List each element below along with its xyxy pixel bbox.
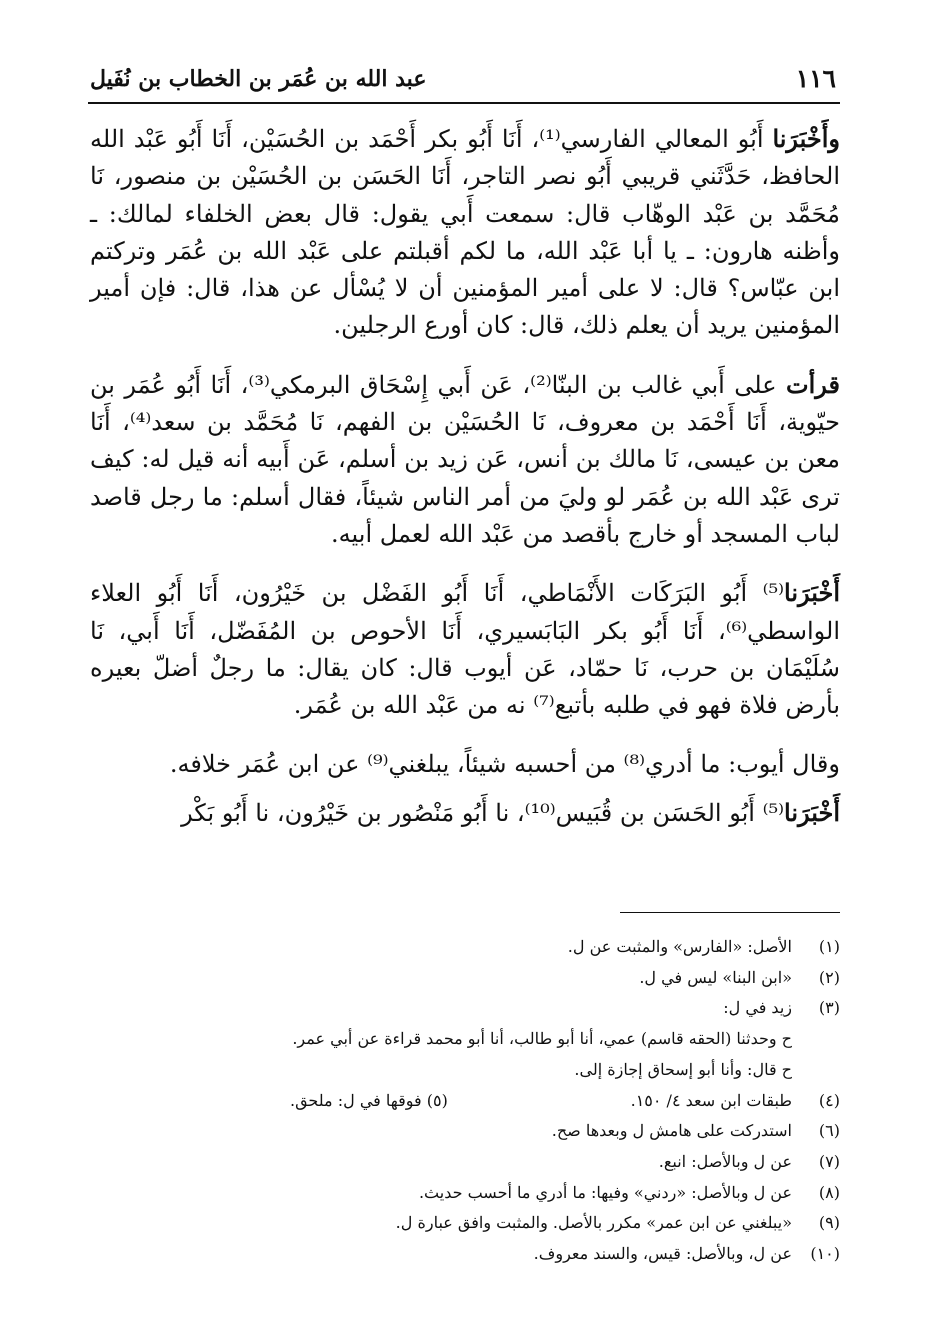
paragraph-lead: وأَخْبَرَنا [772,124,841,153]
paragraph [90,745,840,783]
footnote-text: عن ل وبالأصل: انبع. [658,1151,792,1171]
paragraph-text: وقال أيوب: ما أدري⁽⁸⁾ من أحسبه شيئاً، يبلغني⁽⁹⁾ عن ابن عُمَر خلافه. [169,750,840,779]
footnote [90,1147,840,1178]
footnote-text: عن ل، وبالأصل: قيس، والسند معروف. [533,1244,792,1264]
footnote [90,993,840,1024]
footnote-number: (٣) [818,998,840,1018]
footnote-text: استدركت على هامش ل وبعدها صح. [551,1121,792,1141]
paragraph-text: ⁽⁵⁾ أَبُو البَرَكَات الأَنْمَاطي، أَنَا أَبُو الفَضْل بن خَيْرُون، أَنَا أَبُو العلاء الواسطي⁽⁶⁾، أَنَا أَبُو بكر البَابَسيري، أَنَا الأحوص بن المُفَضّل، أَنَا أَبي، نَا سُلَيْمَان بن حرب، نَا حمّاد، عَن أيوب قال: كان يقال: ما رجلٌ أضلّ بعيره بأرض فلاة فهو في طلبه بأتبع⁽⁷⁾ نه من عَبْد الله بن عُمَر. [90,579,840,720]
paragraph [90,574,840,724]
footnotes [90,932,840,1270]
footnote-number: (١٠) [810,1244,840,1264]
paragraph [90,794,840,832]
footnote-text: طبقات ابن سعد ٤/ ١٥٠. [630,1090,792,1110]
footnote-number: (٩) [818,1213,840,1233]
paragraph-lead: أَخْبَرَنا [784,578,840,608]
footnote-text: ح وحدثنا (الحقه قاسم) عمي، أنا أبو طالب، أنا أبو محمد قراءة عن أبي عمر. [292,1029,792,1049]
footnote [90,1116,840,1147]
paragraph-lead: قرأت [786,369,840,399]
running-title: عبد الله بن عُمَر بن الخطاب بن نُفَيل [90,66,427,92]
running-header [88,62,840,104]
footnote [90,1178,840,1209]
footnote [90,1239,840,1270]
paragraph [90,120,840,345]
footnote-number: (٨) [818,1182,840,1202]
footnote-number: (٧) [818,1151,840,1171]
paragraph [90,366,840,553]
footnote-continuation [90,1024,840,1055]
footnote [90,963,840,994]
footnote-text: «يبلغني عن ابن عمر» مكرر بالأصل. والمثبت وافق عبارة ل. [395,1213,792,1233]
footnote-text: زيد في ل: [723,998,792,1018]
footnote-number: (٢) [818,967,840,987]
paragraph-text: على أَبي غالب بن البنّا⁽²⁾، عَن أَبي إِسْحَاق البرمكي⁽³⁾، أَنَا أَبُو عُمَر بن حيّوية، أَنَا أَحْمَد بن معروف، نَا الحُسَيْن بن الفهم، نَا مُحَمَّد بن سعد⁽⁴⁾، أَنَا معن بن عيسى، نَا مالك بن أنس، عَن زيد بن أسلم، عَن أَبيه أنه قيل له: كيف ترى عَبْد الله بن عُمَر لو وليَ من أمر الناس شيئاً، فقال أسلم: ما رجل قاصد لباب المسجد أو خارج بأقصد من عَبْد الله لعمل أبيه. [90,370,840,548]
main-text [90,120,840,853]
footnote-divider [620,912,840,913]
footnote-text: الأصل: «الفارس» والمثبت عن ل. [567,937,792,956]
footnote-number: (١) [818,937,840,956]
paragraph-text: أَبُو المعالي الفارسي⁽¹⁾، أَنَا أَبُو بكر أَحْمَد بن الحُسَيْن، أَنَا أَبُو عَبْد الله الحافظ، حَدَّثَني قريبي أَبُو نصر التاجر، أَنَا الحَسَن بن الحُسَيْن بن منصور، نَا مُحَمَّد بن عَبْد الوهّاب قال: سمعت أَبي يقول: قال بعض الخلفاء لمالك: ـ وأظنه هارون: ـ يا أبا عَبْد الله، ما لكم أقبلتم على عَبْد الله بن عُمَر وتركتم ابن عبّاس؟ قال: لا على أمير المؤمنين أن لا يُسْأل عن هذا، قال: فإن أمير المؤمنين يريد أن يعلم ذلك، قال: كان أورع الرجلين. [90,125,840,340]
footnote [90,1086,840,1117]
paragraph-text: ⁽⁵⁾ أَبُو الحَسَن بن قُبَيس⁽¹⁰⁾، نا أَبُو مَنْصُور بن خَيْرُون، نا أَبُو بَكْر [181,798,785,827]
footnote [90,1208,840,1239]
paragraph-lead: أَخْبَرَنا [784,797,840,827]
footnote-number: (٤) [818,1090,840,1110]
footnote [90,932,840,963]
page-number: ١١٦ [795,64,836,93]
footnote-side-note: (٥) فوقها في ل: ملحق. [290,1090,448,1110]
footnote-number: (٦) [818,1121,840,1141]
footnote-text: ح قال: وأنا أبو إسحاق إجازة إلى. [574,1059,792,1079]
footnote-text: «ابن البنا» ليس في ل. [639,967,792,987]
footnote-text: عن ل وبالأصل: «ردني» وفيها: ما أدري ما أحسب حديث. [418,1182,792,1202]
footnote-continuation [90,1055,840,1086]
